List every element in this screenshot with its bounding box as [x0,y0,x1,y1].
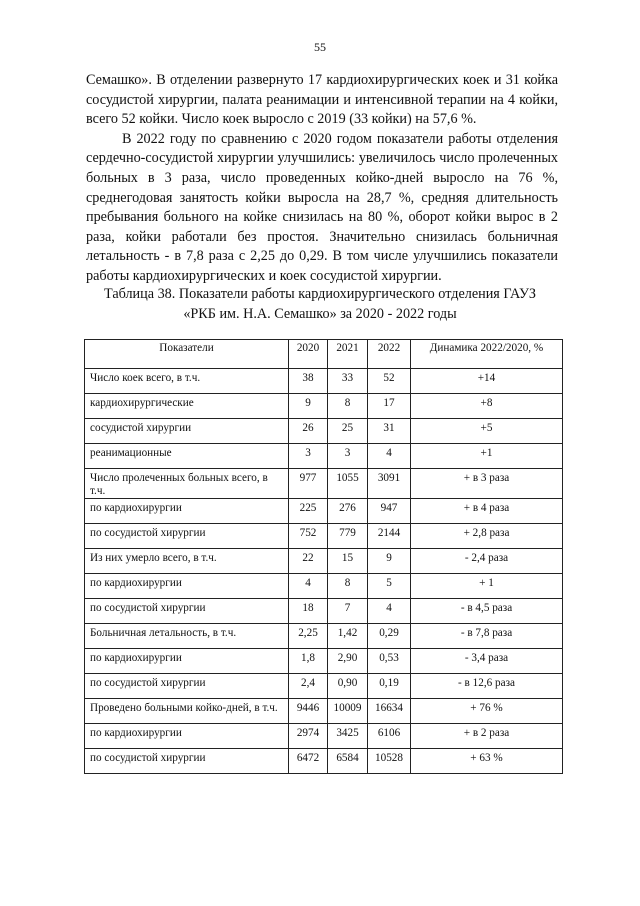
table-cell: 2144 [368,524,411,549]
table-cell: + 1 [411,574,563,599]
table-row [85,574,563,599]
table-cell: 38 [289,369,328,394]
table-cell: 22 [289,549,328,574]
table-cell: 16634 [368,699,411,724]
table-row [85,524,563,549]
table-cell: 4 [368,599,411,624]
row-label: по сосудистой хирургии [85,524,289,549]
column-header: 2021 [328,340,368,369]
row-label: по сосудистой хирургии [85,749,289,774]
table-cell: 225 [289,499,328,524]
row-label: по кардиохирургии [85,724,289,749]
table-cell: 1055 [328,469,368,499]
row-label: Больничная летальность, в т.ч. [85,624,289,649]
row-label: по кардиохирургии [85,649,289,674]
table-cell: + 63 % [411,749,563,774]
table-cell: 9 [368,549,411,574]
column-header: 2020 [289,340,328,369]
table-cell: + 76 % [411,699,563,724]
table-cell: - в 12,6 раза [411,674,563,699]
body-text [86,71,558,287]
table-row [85,369,563,394]
table-cell: +1 [411,444,563,469]
table-cell: 26 [289,419,328,444]
table-cell: 6584 [328,749,368,774]
table-cell: 947 [368,499,411,524]
column-header: Динамика 2022/2020, % [411,340,563,369]
table-cell: 33 [328,369,368,394]
column-header: 2022 [368,340,411,369]
table-cell: + в 2 раза [411,724,563,749]
table-cell: 2,90 [328,649,368,674]
table-cell: 17 [368,394,411,419]
row-label: реанимационные [85,444,289,469]
table-cell: + в 4 раза [411,499,563,524]
table-row [85,469,563,499]
table-row [85,749,563,774]
paragraph: Семашко». В отделении развернуто 17 кардиохирургических коек и 31 койка сосудистой хирургии, палата реанимации и интенсивной терапии на 4 койки, всего 52 койки. Число коек выросло с 2019 (33 койки) на 57,6 %. [86,72,558,128]
table-cell: 4 [368,444,411,469]
row-label: Число пролеченных больных всего, в т.ч. [85,469,289,499]
table-row [85,724,563,749]
table-cell: 2,4 [289,674,328,699]
table-cell: 9 [289,394,328,419]
table-caption-line: Таблица 38. Показатели работы кардиохирургического отделения ГАУЗ [104,286,536,302]
table-cell: 2,25 [289,624,328,649]
table-cell: 7 [328,599,368,624]
table-cell: 52 [368,369,411,394]
row-label: по кардиохирургии [85,574,289,599]
table-cell: - 2,4 раза [411,549,563,574]
table-row [85,649,563,674]
table-cell: 0,29 [368,624,411,649]
table-cell: 8 [328,394,368,419]
table-cell: 10009 [328,699,368,724]
table-row [85,444,563,469]
table-cell: 0,19 [368,674,411,699]
table-row [85,674,563,699]
row-label: по сосудистой хирургии [85,674,289,699]
table-row [85,624,563,649]
table-cell: + 2,8 раза [411,524,563,549]
row-label: сосудистой хирургии [85,419,289,444]
table-cell: 3425 [328,724,368,749]
page-number: 55 [314,40,326,54]
table-cell: 0,53 [368,649,411,674]
table-row [85,549,563,574]
table-cell: +14 [411,369,563,394]
table-cell: 9446 [289,699,328,724]
table-cell: 6106 [368,724,411,749]
table-cell: 2974 [289,724,328,749]
table-cell: 4 [289,574,328,599]
table-cell: 276 [328,499,368,524]
table-cell: 3 [289,444,328,469]
table-cell: 31 [368,419,411,444]
table-cell: +8 [411,394,563,419]
table-cell: 752 [289,524,328,549]
table-cell: 3 [328,444,368,469]
table-cell: - 3,4 раза [411,649,563,674]
table-cell: 977 [289,469,328,499]
table-cell: 5 [368,574,411,599]
table-cell: 25 [328,419,368,444]
table-row [85,599,563,624]
table-row [85,499,563,524]
row-label: кардиохирургические [85,394,289,419]
paragraph: В 2022 году по сравнению с 2020 годом показатели работы отделения сердечно-сосудистой хирургии улучшились: увеличилось число пролеченных больных в 3 раза, число проведенных койко-дней выросло на 76 %, среднегодовая занятость койки выросла на 28,7 %, средняя длительность пребывания больного на койке снизилась на 80 %, оборот койки вырос в 2 раза, койки работали без простоя. Значительно снизилась больничная летальность - в 7,8 раза с 2,25 до 0,29. В том числе улучшились показатели работы кардиохирургических и коек сосудистой хирургии. [86,130,558,284]
row-label: Проведено больными койко-дней, в т.ч. [85,699,289,724]
row-label: Число коек всего, в т.ч. [85,369,289,394]
table-cell: 15 [328,549,368,574]
table-row [85,419,563,444]
table-row [85,699,563,724]
table-cell: 1,8 [289,649,328,674]
table-cell: 6472 [289,749,328,774]
table-header-row [85,340,563,369]
table-caption [60,285,580,324]
table-cell: 10528 [368,749,411,774]
table-cell: 8 [328,574,368,599]
table-cell: +5 [411,419,563,444]
table-cell: 3091 [368,469,411,499]
table-cell: 18 [289,599,328,624]
table-cell: 1,42 [328,624,368,649]
table-cell: - в 4,5 раза [411,599,563,624]
row-label: по сосудистой хирургии [85,599,289,624]
table-row [85,394,563,419]
table-caption-line: «РКБ им. Н.А. Семашко» за 2020 - 2022 годы [183,305,457,322]
table-cell: 779 [328,524,368,549]
row-label: по кардиохирургии [85,499,289,524]
indicators-table [84,339,563,774]
table-cell: 0,90 [328,674,368,699]
table-cell: + в 3 раза [411,469,563,499]
column-header: Показатели [85,340,289,369]
table-body [85,369,563,774]
row-label: Из них умерло всего, в т.ч. [85,549,289,574]
table-cell: - в 7,8 раза [411,624,563,649]
